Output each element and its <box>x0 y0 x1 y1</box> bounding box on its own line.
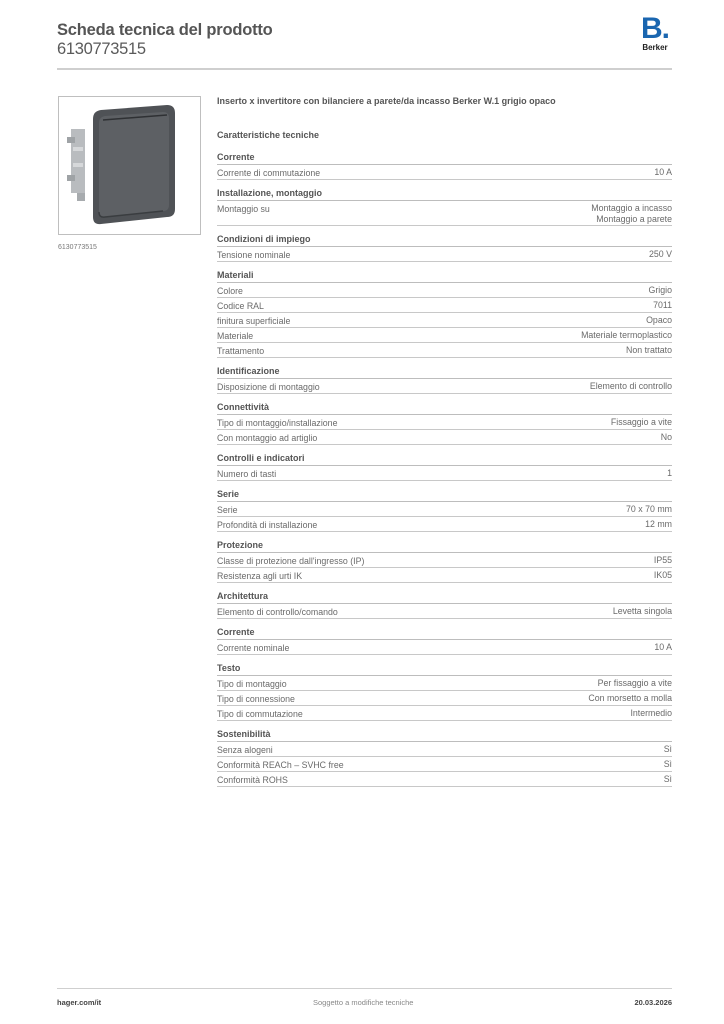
spec-value-line: 10 A <box>654 641 672 652</box>
spec-label: Classe di protezione dall'ingresso (IP) <box>217 555 365 566</box>
spec-groups <box>217 151 672 787</box>
spec-value <box>598 678 672 689</box>
spec-value-line: Per fissaggio a vite <box>597 677 672 688</box>
spec-value-line: IP55 <box>653 554 672 565</box>
spec-label: Corrente di commutazione <box>217 167 321 178</box>
spec-row <box>217 742 672 757</box>
spec-label: Disposizione di montaggio <box>217 381 320 392</box>
spec-value-line: Elemento di controllo <box>589 380 672 391</box>
spec-label: Conformità ROHS <box>217 774 288 785</box>
spec-group <box>217 626 672 655</box>
spec-value-line: 250 V <box>649 248 672 259</box>
spec-row <box>217 706 672 721</box>
footer-divider <box>57 988 672 989</box>
spec-label: Resistenza agli urti IK <box>217 570 303 581</box>
spec-value-line: Con morsetto a molla <box>588 692 672 703</box>
spec-label: Senza alogeni <box>217 744 273 755</box>
spec-group <box>217 662 672 721</box>
spec-row <box>217 772 672 787</box>
spec-label: Profondità di installazione <box>217 519 318 530</box>
spec-label: Corrente nominale <box>217 642 290 653</box>
logo-name: Berker <box>642 43 668 52</box>
group-title: Protezione <box>217 539 672 553</box>
spec-value-line: Materiale termoplastico <box>581 329 672 340</box>
spec-value <box>646 315 672 326</box>
spec-value-line: Sì <box>663 743 672 754</box>
spec-row <box>217 283 672 298</box>
spec-value-line: 70 x 70 mm <box>626 503 672 514</box>
spec-label: Tensione nominale <box>217 249 291 260</box>
spec-value <box>653 300 672 311</box>
page-title: Scheda tecnica del prodotto <box>57 21 273 39</box>
spec-value <box>654 642 672 653</box>
spec-label: Colore <box>217 285 243 296</box>
spec-row <box>217 415 672 430</box>
image-caption: 6130773515 <box>58 244 97 251</box>
product-name: Inserto x invertitore con bilanciere a parete/da incasso Berker W.1 grigio opaco <box>217 96 556 106</box>
group-title: Controlli e indicatori <box>217 452 672 466</box>
group-title: Condizioni di impiego <box>217 233 672 247</box>
spec-label: finitura superficiale <box>217 315 291 326</box>
spec-value <box>611 417 672 428</box>
spec-value <box>645 519 672 530</box>
spec-value <box>649 285 672 296</box>
spec-group <box>217 728 672 787</box>
spec-value-line: 12 mm <box>645 518 672 529</box>
spec-value-line: 10 A <box>654 166 672 177</box>
footer-website[interactable]: hager.com/it <box>57 998 102 1007</box>
group-title: Serie <box>217 488 672 502</box>
spec-value <box>581 330 672 341</box>
spec-row <box>217 466 672 481</box>
product-image <box>58 96 201 235</box>
spec-value <box>661 432 672 443</box>
spec-group <box>217 187 672 226</box>
spec-value-line: Opaco <box>646 314 672 325</box>
spec-value <box>626 504 672 515</box>
spec-label: Tipo di montaggio <box>217 678 287 689</box>
spec-label: Montaggio su <box>217 203 270 214</box>
spec-row <box>217 568 672 583</box>
section-title: Caratteristiche tecniche <box>217 130 320 140</box>
spec-row <box>217 430 672 445</box>
spec-value <box>588 693 672 704</box>
spec-row <box>217 517 672 532</box>
group-title: Identificazione <box>217 365 672 379</box>
group-title: Materiali <box>217 269 672 283</box>
spec-row <box>217 757 672 772</box>
spec-group <box>217 488 672 532</box>
spec-value <box>630 708 672 719</box>
spec-value <box>664 759 672 770</box>
spec-value-line: Montaggio a parete <box>596 213 672 224</box>
group-title: Sostenibilità <box>217 728 672 742</box>
spec-value <box>649 249 672 260</box>
spec-value <box>664 774 672 785</box>
group-title: Testo <box>217 662 672 676</box>
spec-group <box>217 452 672 481</box>
spec-label: Con montaggio ad artiglio <box>217 432 318 443</box>
group-title: Architettura <box>217 590 672 604</box>
group-title: Connettività <box>217 401 672 415</box>
spec-value-line: 7011 <box>653 299 672 310</box>
spec-label: Trattamento <box>217 345 265 356</box>
spec-value <box>626 345 672 356</box>
spec-group <box>217 365 672 394</box>
group-title: Installazione, montaggio <box>217 187 672 201</box>
spec-row <box>217 298 672 313</box>
switch-product-icon <box>59 97 200 234</box>
spec-group <box>217 151 672 180</box>
spec-value-line: 1 <box>667 467 672 478</box>
spec-row <box>217 343 672 358</box>
spec-value-line: Levetta singola <box>612 605 672 616</box>
logo-mark-icon: B. <box>640 12 669 45</box>
spec-value <box>664 744 672 755</box>
group-title: Corrente <box>217 626 672 640</box>
spec-value <box>654 167 672 178</box>
spec-group <box>217 539 672 583</box>
spec-value <box>590 381 672 392</box>
footer-notice: Soggetto a modifiche tecniche <box>313 998 414 1007</box>
spec-label: Tipo di montaggio/installazione <box>217 417 338 428</box>
spec-value-line: Non trattato <box>626 344 672 355</box>
spec-label: Codice RAL <box>217 300 264 311</box>
product-code: 6130773515 <box>57 40 146 58</box>
spec-label: Materiale <box>217 330 254 341</box>
spec-value-line: Intermedio <box>630 707 672 718</box>
spec-row <box>217 379 672 394</box>
spec-content <box>217 95 672 794</box>
spec-value-line: Sì <box>663 758 672 769</box>
page-header <box>57 12 672 70</box>
spec-value <box>654 555 672 566</box>
spec-row <box>217 328 672 343</box>
spec-row <box>217 502 672 517</box>
spec-value-line: No <box>660 431 672 442</box>
header-divider <box>57 68 672 70</box>
spec-label: Elemento di controllo/comando <box>217 606 338 617</box>
spec-value <box>591 203 672 225</box>
spec-label: Conformità REACh – SVHC free <box>217 759 344 770</box>
spec-value-line: Fissaggio a vite <box>610 416 672 427</box>
spec-group <box>217 401 672 445</box>
spec-group <box>217 590 672 619</box>
spec-row <box>217 165 672 180</box>
page-footer <box>57 998 672 1007</box>
spec-value <box>654 570 672 581</box>
spec-row <box>217 676 672 691</box>
spec-label: Numero di tasti <box>217 468 277 479</box>
spec-row <box>217 604 672 619</box>
spec-row <box>217 247 672 262</box>
spec-value-line: Grigio <box>648 284 672 295</box>
berker-logo <box>638 12 672 55</box>
spec-label: Serie <box>217 504 238 515</box>
footer-date: 20.03.2026 <box>634 998 672 1007</box>
spec-row <box>217 313 672 328</box>
spec-group <box>217 269 672 358</box>
spec-value <box>667 468 672 479</box>
group-title: Corrente <box>217 151 672 165</box>
spec-value-line: Montaggio a incasso <box>591 202 672 213</box>
spec-row <box>217 201 672 226</box>
spec-value-line: IK05 <box>653 569 672 580</box>
spec-row <box>217 553 672 568</box>
spec-value-line: Sì <box>663 773 672 784</box>
spec-row <box>217 640 672 655</box>
spec-value <box>613 606 672 617</box>
spec-label: Tipo di connessione <box>217 693 295 704</box>
spec-group <box>217 233 672 262</box>
spec-label: Tipo di commutazione <box>217 708 303 719</box>
spec-row <box>217 691 672 706</box>
